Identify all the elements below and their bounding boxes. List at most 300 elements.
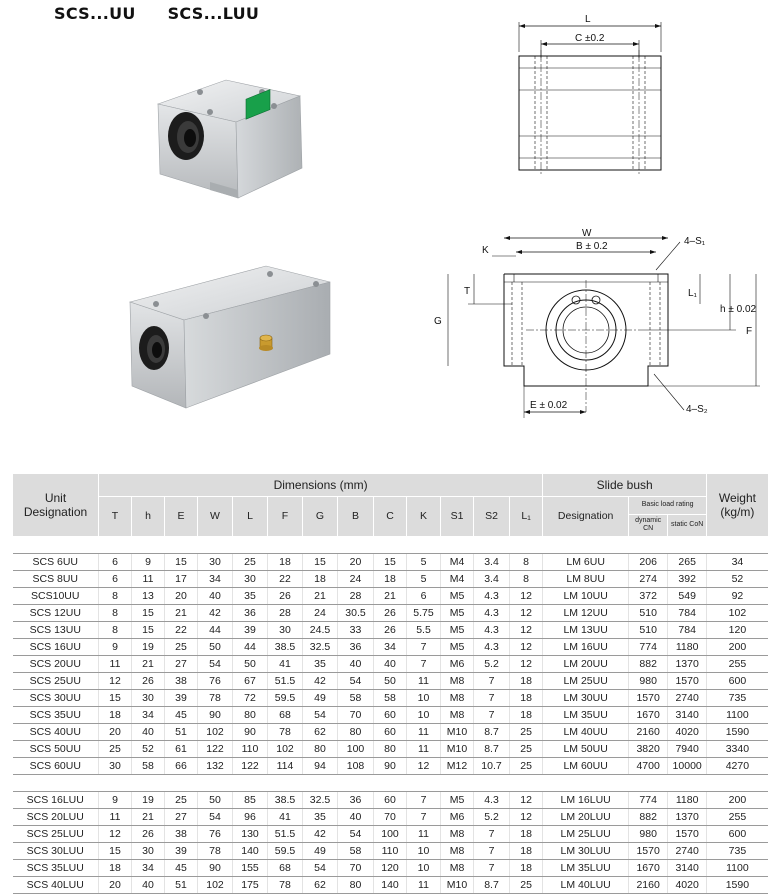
table-cell: 19 xyxy=(132,638,165,655)
table-cell: 11 xyxy=(407,723,441,740)
table-cell: 52 xyxy=(707,570,768,587)
table-cell: 175 xyxy=(233,876,268,893)
header-dynamic: dynamic CN xyxy=(629,514,668,536)
table-cell: 36 xyxy=(338,638,374,655)
table-cell: 8 xyxy=(510,570,543,587)
table-cell: M8 xyxy=(441,825,474,842)
table-cell: 90 xyxy=(198,706,233,723)
table-cell: 28 xyxy=(268,604,303,621)
table-cell: 735 xyxy=(707,689,768,706)
table-cell: 18 xyxy=(510,842,543,859)
header-col-C: C xyxy=(374,496,407,536)
table-cell: 1180 xyxy=(668,638,707,655)
table-cell: 6 xyxy=(407,587,441,604)
table-cell: 30 xyxy=(198,553,233,570)
table-row xyxy=(13,638,768,655)
table-cell: M8 xyxy=(441,689,474,706)
table-cell: 132 xyxy=(198,757,233,774)
table-cell: 26 xyxy=(374,621,407,638)
table-cell: M8 xyxy=(441,706,474,723)
table-cell: 26 xyxy=(374,604,407,621)
table-cell: 40 xyxy=(198,587,233,604)
table-cell: 42 xyxy=(303,672,338,689)
table-cell: 4.3 xyxy=(474,587,510,604)
table-cell: 15 xyxy=(165,553,198,570)
table-cell: 7 xyxy=(474,672,510,689)
table-cell: 4020 xyxy=(668,876,707,893)
table-row xyxy=(13,859,768,876)
table-cell: 51.5 xyxy=(268,672,303,689)
dim-label-C: C ±0.2 xyxy=(575,33,605,44)
table-cell: 102 xyxy=(707,604,768,621)
table-cell: 18 xyxy=(374,570,407,587)
table-cell: 2160 xyxy=(629,876,668,893)
table-cell: 60 xyxy=(374,706,407,723)
table-cell: 36 xyxy=(338,791,374,808)
table-cell: 15 xyxy=(132,604,165,621)
table-cell: M6 xyxy=(441,808,474,825)
cell-unit-designation: SCS 40UU xyxy=(13,723,99,740)
table-cell: 54 xyxy=(338,672,374,689)
header-basic-load-rating: Basic load rating xyxy=(629,496,707,514)
table-row xyxy=(13,655,768,672)
header-spacer xyxy=(13,536,768,553)
table-cell: 58 xyxy=(374,689,407,706)
header-col-W: W xyxy=(198,496,233,536)
table-cell: 41 xyxy=(268,808,303,825)
table-cell: 52 xyxy=(132,740,165,757)
dim-label-L1: L₁ xyxy=(688,288,697,299)
table-cell: 3820 xyxy=(629,740,668,757)
table-cell: 3140 xyxy=(668,859,707,876)
table-cell: 2160 xyxy=(629,723,668,740)
table-row xyxy=(13,808,768,825)
table-cell: 40 xyxy=(374,655,407,672)
table-cell: 8 xyxy=(99,621,132,638)
table-cell: 102 xyxy=(198,876,233,893)
table-cell: 90 xyxy=(233,723,268,740)
table-cell: 24.5 xyxy=(303,621,338,638)
drawing-front-view xyxy=(430,226,770,426)
table-cell: 20 xyxy=(99,876,132,893)
table-cell: 50 xyxy=(198,791,233,808)
table-cell: 78 xyxy=(268,876,303,893)
table-cell: 50 xyxy=(374,672,407,689)
table-cell: 13 xyxy=(132,587,165,604)
header-col-G: G xyxy=(303,496,338,536)
table-row xyxy=(13,791,768,808)
table-cell: M10 xyxy=(441,723,474,740)
table-row xyxy=(13,825,768,842)
table-cell: 40 xyxy=(132,723,165,740)
cell-unit-designation: SCS 6UU xyxy=(13,553,99,570)
table-cell: 12 xyxy=(510,587,543,604)
table-cell: 80 xyxy=(338,876,374,893)
table-cell: 54 xyxy=(303,859,338,876)
table-cell: 108 xyxy=(338,757,374,774)
table-cell: 34 xyxy=(707,553,768,570)
cell-unit-designation: SCS10UU xyxy=(13,587,99,604)
table-cell: 15 xyxy=(99,689,132,706)
table-cell: 94 xyxy=(303,757,338,774)
header-static: static CoN xyxy=(668,514,707,536)
table-cell: 4.3 xyxy=(474,638,510,655)
table-cell: 18 xyxy=(510,672,543,689)
table-cell: 40 xyxy=(338,655,374,672)
cell-bush-designation: LM 25UU xyxy=(543,672,629,689)
table-cell: 120 xyxy=(707,621,768,638)
table-cell: 206 xyxy=(629,553,668,570)
table-cell: 12 xyxy=(510,808,543,825)
table-cell: 110 xyxy=(233,740,268,757)
cell-bush-designation: LM 60UU xyxy=(543,757,629,774)
table-cell: 140 xyxy=(374,876,407,893)
table-cell: 18 xyxy=(99,706,132,723)
table-cell: 9 xyxy=(99,638,132,655)
table-cell: M5 xyxy=(441,791,474,808)
dim-label-E: E ± 0.02 xyxy=(530,400,568,411)
table-cell: 24 xyxy=(338,570,374,587)
table-cell: 30 xyxy=(132,842,165,859)
table-cell: 27 xyxy=(165,655,198,672)
dim-label-G: G xyxy=(434,316,442,327)
table-cell: 15 xyxy=(374,553,407,570)
table-cell: 76 xyxy=(198,825,233,842)
table-cell: 2740 xyxy=(668,689,707,706)
table-cell: 21 xyxy=(165,604,198,621)
table-cell: 50 xyxy=(233,655,268,672)
table-cell: 7 xyxy=(474,859,510,876)
table-cell: 25 xyxy=(99,740,132,757)
cell-unit-designation: SCS 12UU xyxy=(13,604,99,621)
table-cell: 8 xyxy=(99,604,132,621)
table-cell: 5.5 xyxy=(407,621,441,638)
table-cell: M5 xyxy=(441,621,474,638)
header-dimensions: Dimensions (mm) xyxy=(99,474,543,496)
table-row xyxy=(13,842,768,859)
cell-bush-designation: LM 40LUU xyxy=(543,876,629,893)
table-cell: 372 xyxy=(629,587,668,604)
header-unit-designation: Unit Designation xyxy=(13,474,99,536)
table-cell: 18 xyxy=(510,689,543,706)
table-cell: M10 xyxy=(441,740,474,757)
table-cell: 20 xyxy=(338,553,374,570)
table-cell: 92 xyxy=(707,587,768,604)
table-cell: 18 xyxy=(510,825,543,842)
table-cell: 7940 xyxy=(668,740,707,757)
table-cell: 44 xyxy=(198,621,233,638)
cell-unit-designation: SCS 30UU xyxy=(13,689,99,706)
table-cell: 34 xyxy=(198,570,233,587)
header-col-S1: S1 xyxy=(441,496,474,536)
table-cell: 7 xyxy=(474,706,510,723)
header-col-E: E xyxy=(165,496,198,536)
table-cell: 22 xyxy=(165,621,198,638)
table-separator xyxy=(13,774,768,791)
table-cell: 6 xyxy=(99,553,132,570)
header-slide-bush: Slide bush xyxy=(543,474,707,496)
table-cell: 42 xyxy=(303,825,338,842)
table-cell: 38 xyxy=(165,672,198,689)
table-cell: 9 xyxy=(132,553,165,570)
dim-label-L: L xyxy=(585,14,591,25)
table-cell: 114 xyxy=(268,757,303,774)
table-cell: M6 xyxy=(441,655,474,672)
table-cell: 12 xyxy=(510,655,543,672)
table-cell: 21 xyxy=(132,808,165,825)
table-cell: 100 xyxy=(338,740,374,757)
table-cell: 41 xyxy=(268,655,303,672)
table-cell: 392 xyxy=(668,570,707,587)
table-cell: 59.5 xyxy=(268,842,303,859)
table-cell: 11 xyxy=(407,672,441,689)
table-row xyxy=(13,723,768,740)
table-row xyxy=(13,587,768,604)
table-cell: 19 xyxy=(132,791,165,808)
table-cell: 33 xyxy=(338,621,374,638)
cell-bush-designation: LM 35UU xyxy=(543,706,629,723)
table-cell: 18 xyxy=(510,706,543,723)
table-cell: 255 xyxy=(707,655,768,672)
table-cell: 4.3 xyxy=(474,604,510,621)
table-cell: 25 xyxy=(233,553,268,570)
table-cell: 20 xyxy=(165,587,198,604)
table-cell: 54 xyxy=(198,655,233,672)
table-cell: 26 xyxy=(132,672,165,689)
table-cell: 3.4 xyxy=(474,553,510,570)
table-cell: M8 xyxy=(441,842,474,859)
table-cell: 3340 xyxy=(707,740,768,757)
table-cell: 4.3 xyxy=(474,621,510,638)
table-cell: 7 xyxy=(407,655,441,672)
table-cell: 24 xyxy=(303,604,338,621)
table-cell: 15 xyxy=(99,842,132,859)
cell-unit-designation: SCS 30LUU xyxy=(13,842,99,859)
table-cell: 120 xyxy=(374,859,407,876)
dim-label-W: W xyxy=(582,228,592,239)
table-row xyxy=(13,689,768,706)
header-col-B: B xyxy=(338,496,374,536)
table-cell: 51 xyxy=(165,723,198,740)
table-cell: 44 xyxy=(233,638,268,655)
table-cell: 1670 xyxy=(629,859,668,876)
table-cell: 4.3 xyxy=(474,791,510,808)
cell-bush-designation: LM 40UU xyxy=(543,723,629,740)
dim-label-T: T xyxy=(464,286,471,297)
table-cell: 980 xyxy=(629,672,668,689)
cell-unit-designation: SCS 35UU xyxy=(13,706,99,723)
table-cell: 68 xyxy=(268,859,303,876)
table-cell: 26 xyxy=(268,587,303,604)
table-cell: 7 xyxy=(407,638,441,655)
table-cell: 6 xyxy=(99,570,132,587)
table-cell: 85 xyxy=(233,791,268,808)
table-cell: 15 xyxy=(132,621,165,638)
table-cell: 80 xyxy=(303,740,338,757)
header-designation: Designation xyxy=(543,496,629,536)
table-cell: M8 xyxy=(441,672,474,689)
table-cell: 38.5 xyxy=(268,638,303,655)
table-cell: 2740 xyxy=(668,842,707,859)
table-cell: 76 xyxy=(198,672,233,689)
table-cell: M5 xyxy=(441,604,474,621)
table-cell: 4020 xyxy=(668,723,707,740)
table-cell: 11 xyxy=(132,570,165,587)
table-cell: 39 xyxy=(233,621,268,638)
table-cell: 12 xyxy=(510,604,543,621)
cell-bush-designation: LM 13UU xyxy=(543,621,629,638)
table-cell: 1570 xyxy=(629,689,668,706)
table-cell: 15 xyxy=(303,553,338,570)
table-cell: 54 xyxy=(198,808,233,825)
table-row xyxy=(13,621,768,638)
dim-label-B: B ± 0.2 xyxy=(576,241,608,252)
cell-bush-designation: LM 6UU xyxy=(543,553,629,570)
table-cell: 38 xyxy=(165,825,198,842)
product-titles xyxy=(54,4,285,23)
table-cell: 66 xyxy=(165,757,198,774)
table-cell: 60 xyxy=(374,791,407,808)
table-cell: 54 xyxy=(303,706,338,723)
table-cell: 17 xyxy=(165,570,198,587)
header-col-S2: S2 xyxy=(474,496,510,536)
cell-bush-designation: LM 25LUU xyxy=(543,825,629,842)
title-scs-luu: SCS...LUU xyxy=(167,4,260,23)
table-cell: 600 xyxy=(707,672,768,689)
table-cell: 72 xyxy=(233,689,268,706)
cell-unit-designation: SCS 25UU xyxy=(13,672,99,689)
table-row xyxy=(13,706,768,723)
table-cell: 3140 xyxy=(668,706,707,723)
table-cell: 122 xyxy=(198,740,233,757)
table-cell: 11 xyxy=(407,825,441,842)
table-cell: 5.2 xyxy=(474,808,510,825)
table-cell: 1590 xyxy=(707,876,768,893)
table-cell: 200 xyxy=(707,791,768,808)
table-cell: 30 xyxy=(99,757,132,774)
table-cell: 25 xyxy=(510,723,543,740)
table-cell: 45 xyxy=(165,859,198,876)
table-cell: 1570 xyxy=(629,842,668,859)
table-cell: 8.7 xyxy=(474,723,510,740)
table-row xyxy=(13,672,768,689)
table-cell: 25 xyxy=(165,638,198,655)
cell-bush-designation: LM 12UU xyxy=(543,604,629,621)
table-row xyxy=(13,740,768,757)
table-cell: 25 xyxy=(510,876,543,893)
table-row xyxy=(13,570,768,587)
cell-unit-designation: SCS 16UU xyxy=(13,638,99,655)
spec-table xyxy=(12,474,768,894)
table-body-luu xyxy=(13,791,768,893)
table-cell: 59.5 xyxy=(268,689,303,706)
table-cell: 18 xyxy=(99,859,132,876)
table-row xyxy=(13,553,768,570)
table-cell: 11 xyxy=(407,740,441,757)
table-cell: 980 xyxy=(629,825,668,842)
table-cell: 25 xyxy=(165,791,198,808)
table-cell: 735 xyxy=(707,842,768,859)
table-cell: 30.5 xyxy=(338,604,374,621)
table-cell: 30 xyxy=(132,689,165,706)
table-cell: 5.2 xyxy=(474,655,510,672)
table-cell: 102 xyxy=(268,740,303,757)
table-cell: 58 xyxy=(338,842,374,859)
table-cell: 1670 xyxy=(629,706,668,723)
table-row xyxy=(13,757,768,774)
photo-scs-uu xyxy=(150,76,310,204)
table-cell: 11 xyxy=(99,655,132,672)
table-cell: 7 xyxy=(407,808,441,825)
table-cell: 96 xyxy=(233,808,268,825)
table-cell: 12 xyxy=(99,825,132,842)
table-cell: 39 xyxy=(165,842,198,859)
cell-unit-designation: SCS 60UU xyxy=(13,757,99,774)
table-cell: 42 xyxy=(198,604,233,621)
title-scs-uu: SCS...UU xyxy=(54,4,136,23)
cell-bush-designation: LM 30LUU xyxy=(543,842,629,859)
table-cell: 274 xyxy=(629,570,668,587)
table-cell: 255 xyxy=(707,808,768,825)
table-cell: 49 xyxy=(303,842,338,859)
cell-bush-designation: LM 10UU xyxy=(543,587,629,604)
table-cell: 600 xyxy=(707,825,768,842)
table-cell: 30 xyxy=(233,570,268,587)
table-cell: 882 xyxy=(629,808,668,825)
table-cell: 1590 xyxy=(707,723,768,740)
table-cell: 54 xyxy=(338,825,374,842)
table-cell: 70 xyxy=(338,706,374,723)
table-cell: 7 xyxy=(474,842,510,859)
drawing-top-view xyxy=(505,10,675,180)
table-cell: 80 xyxy=(233,706,268,723)
cell-unit-designation: SCS 25LUU xyxy=(13,825,99,842)
table-cell: 4270 xyxy=(707,757,768,774)
table-cell: 78 xyxy=(198,689,233,706)
table-cell: 510 xyxy=(629,621,668,638)
table-cell: 11 xyxy=(407,876,441,893)
table-cell: 26 xyxy=(132,825,165,842)
table-cell: 265 xyxy=(668,553,707,570)
table-cell: 61 xyxy=(165,740,198,757)
table-cell: 774 xyxy=(629,638,668,655)
table-cell: 38.5 xyxy=(268,791,303,808)
table-cell: 1370 xyxy=(668,655,707,672)
table-cell: 67 xyxy=(233,672,268,689)
table-cell: 7 xyxy=(474,689,510,706)
table-cell: 140 xyxy=(233,842,268,859)
table-cell: 7 xyxy=(474,825,510,842)
table-cell: 35 xyxy=(233,587,268,604)
cell-unit-designation: SCS 20UU xyxy=(13,655,99,672)
table-row xyxy=(13,604,768,621)
table-cell: 102 xyxy=(198,723,233,740)
table-row xyxy=(13,876,768,893)
table-cell: 34 xyxy=(132,706,165,723)
table-cell: 10 xyxy=(407,689,441,706)
header-weight: Weight (kg/m) xyxy=(707,474,768,536)
table-cell: 12 xyxy=(99,672,132,689)
table-cell: 34 xyxy=(374,638,407,655)
table-cell: 510 xyxy=(629,604,668,621)
table-cell: 32.5 xyxy=(303,791,338,808)
table-cell: 60 xyxy=(374,723,407,740)
cell-unit-designation: SCS 8UU xyxy=(13,570,99,587)
table-cell: M5 xyxy=(441,587,474,604)
table-cell: 122 xyxy=(233,757,268,774)
table-cell: 40 xyxy=(338,808,374,825)
table-cell: 5.75 xyxy=(407,604,441,621)
